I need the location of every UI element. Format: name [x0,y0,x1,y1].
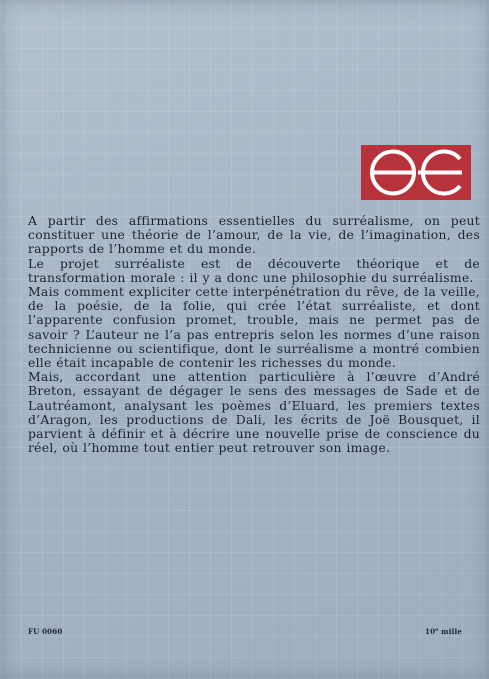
edition-word: mille [438,627,463,636]
blurb-paragraph: A partir des affirmations essentielles du surréalisme, on peut constituer une théorie de l’amour, de la vie, de l’imagination, des rapports de l’homme et du monde. [28,213,480,257]
publisher-logo-icon [361,145,471,200]
catalog-code: FU 0060 [28,627,63,636]
back-cover-blurb [28,214,480,455]
blurb-paragraph: Mais, accordant une attention particulière à l’œuvre d’André Breton, essayant de dégager le sens des messages de Sade et de Lautréamont, analysant les poèmes d’Eluard, les premiers textes d’Aragon, les productions de Dali, les écrits de Joë Bousquet, il parvient à définir et à décrire une nouvelle prise de conscience du réel, où l’homme tout entier peut retrouver son image. [28,369,480,456]
blurb-paragraph: Mais comment expliciter cette interpénétration du rêve, de la veille, de la poésie, de la folie, qui crée l’état surréaliste, et dont l’apparente confusion promet, trouble, mais ne permet pas de savoir ? L’auteur ne l’a pas entrepris selon les normes d’une raison technicienne ou scientifique, dont le surréalisme a montré combien elle était incapable de contenir les richesses du monde. [28,284,480,371]
edition-number: 10 [425,627,436,636]
edition-mark [425,627,462,636]
blurb-paragraph: Le projet surréaliste est de découverte théorique et de transformation morale : il y a donc une philosophie du surréalisme. [28,255,480,285]
edition-suffix: e [435,627,439,633]
